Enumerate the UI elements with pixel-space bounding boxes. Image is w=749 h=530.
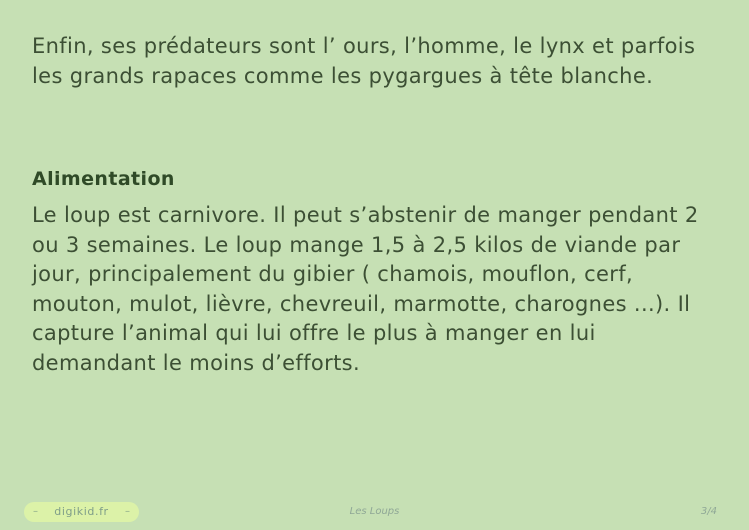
section-heading: Alimentation [32,168,175,190]
intro-paragraph: Enfin, ses prédateurs sont l’ ours, l’homme, le lynx et parfois les grands rapaces comme les pygargues à tête blanche. [32,34,696,88]
section-paragraph: Le loup est carnivore. Il peut s’abstenir de manger pendant 2 ou 3 semaines. Le loup mange 1,5 à 2,5 kilos de viande par jour, principalement du gibier ( chamois, mouflon, cerf, mouton, mulot, lièvre, chevreuil, marmotte, charognes ...). Il capture l’animal qui lui offre le plus à manger en lui demandant le moins d’efforts. [32,203,699,375]
page-indicator: 3/4 [700,506,717,517]
page-footer [0,500,749,524]
brand-dash-left: – [33,506,38,517]
brand-dash-right: – [124,506,130,517]
brand-label: digikid.fr [54,505,109,518]
document-title: Les Loups [349,506,400,517]
